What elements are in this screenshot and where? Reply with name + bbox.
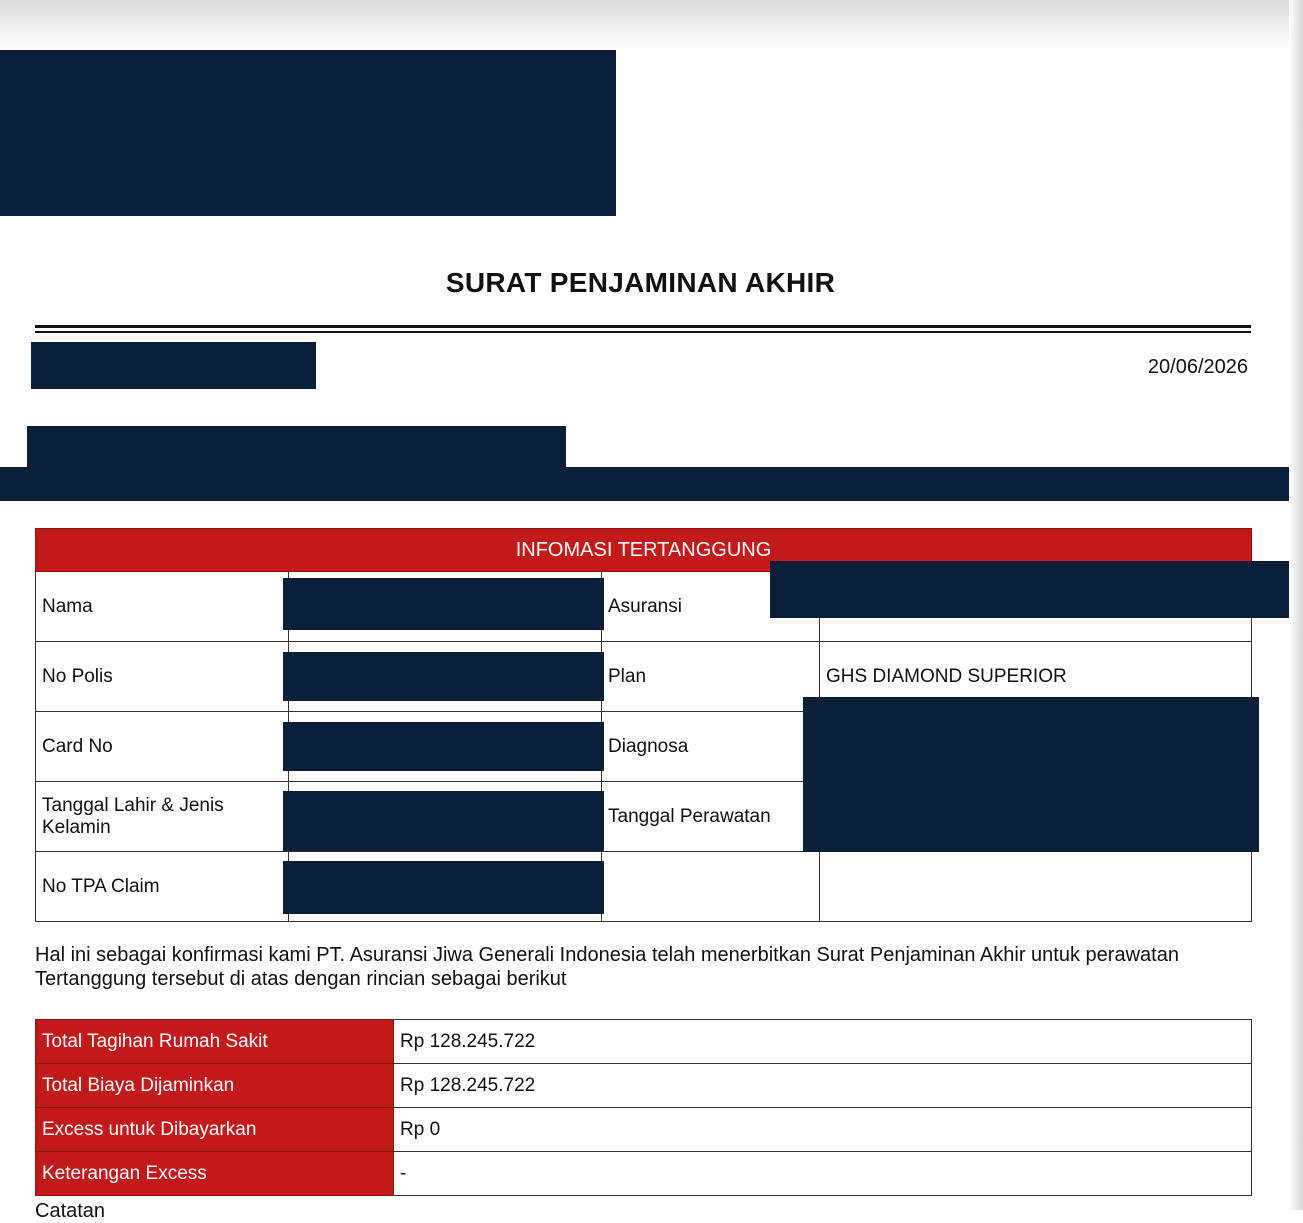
info-label: No TPA Claim (36, 852, 289, 922)
redacted-insurer (770, 561, 1291, 618)
info-label: Tanggal Lahir & Jenis Kelamin (36, 782, 289, 852)
confirmation-paragraph: Hal ini sebagai konfirmasi kami PT. Asuransi Jiwa Generali Indonesia telah menerbitkan Surat Penjaminan Akhir untuk perawatan Tertanggung tersebut di atas dengan rincian sebagai berikut (35, 944, 1179, 990)
redacted-logo-block (0, 50, 616, 216)
top-shadow (0, 0, 1303, 50)
info-label: Plan (602, 642, 820, 712)
page-edge-shadow (1289, 0, 1303, 1210)
redacted-address (27, 426, 566, 468)
info-label: Nama (36, 572, 289, 642)
info-label: Card No (36, 712, 289, 782)
cost-value: - (394, 1152, 1252, 1196)
document-title: SURAT PENJAMINAN AKHIR (445, 267, 836, 298)
table-row (36, 1152, 1252, 1196)
redacted-recipient (31, 342, 316, 389)
cost-summary-table (35, 1019, 1252, 1196)
info-value: GHS DIAMOND SUPERIOR (820, 642, 1252, 712)
redacted-tpa-claim (283, 861, 604, 914)
table-row (36, 1020, 1252, 1064)
title-rule-thin (35, 331, 1251, 333)
cost-label: Total Biaya Dijaminkan (36, 1064, 394, 1108)
info-label: Diagnosa (602, 712, 820, 782)
cost-value: Rp 0 (394, 1108, 1252, 1152)
redacted-name (283, 578, 604, 630)
info-label (602, 852, 820, 922)
cost-label: Keterangan Excess (36, 1152, 394, 1196)
info-label: Asuransi (602, 572, 820, 642)
cost-value: Rp 128.245.722 (394, 1064, 1252, 1108)
notes-heading-partial: Catatan (35, 1200, 106, 1222)
redacted-policy-no (283, 652, 604, 701)
redacted-card-no (283, 722, 604, 771)
cost-label: Total Tagihan Rumah Sakit (36, 1020, 394, 1064)
info-label: Tanggal Perawatan (602, 782, 820, 852)
cost-value: Rp 128.245.722 (394, 1020, 1252, 1064)
table-row (36, 1108, 1252, 1152)
table-row (36, 1064, 1252, 1108)
info-table-header: INFOMASI TERTANGGUNG (36, 529, 1252, 572)
redacted-diagnosis-dates (803, 697, 1259, 852)
document-date: 20/06/2026 (1147, 356, 1248, 378)
redacted-banner (0, 467, 1303, 501)
redacted-dob-gender (283, 791, 604, 851)
title-rule-thick (35, 325, 1251, 328)
info-label: No Polis (36, 642, 289, 712)
cost-label: Excess untuk Dibayarkan (36, 1108, 394, 1152)
info-value (820, 852, 1252, 922)
table-row (36, 852, 1252, 922)
